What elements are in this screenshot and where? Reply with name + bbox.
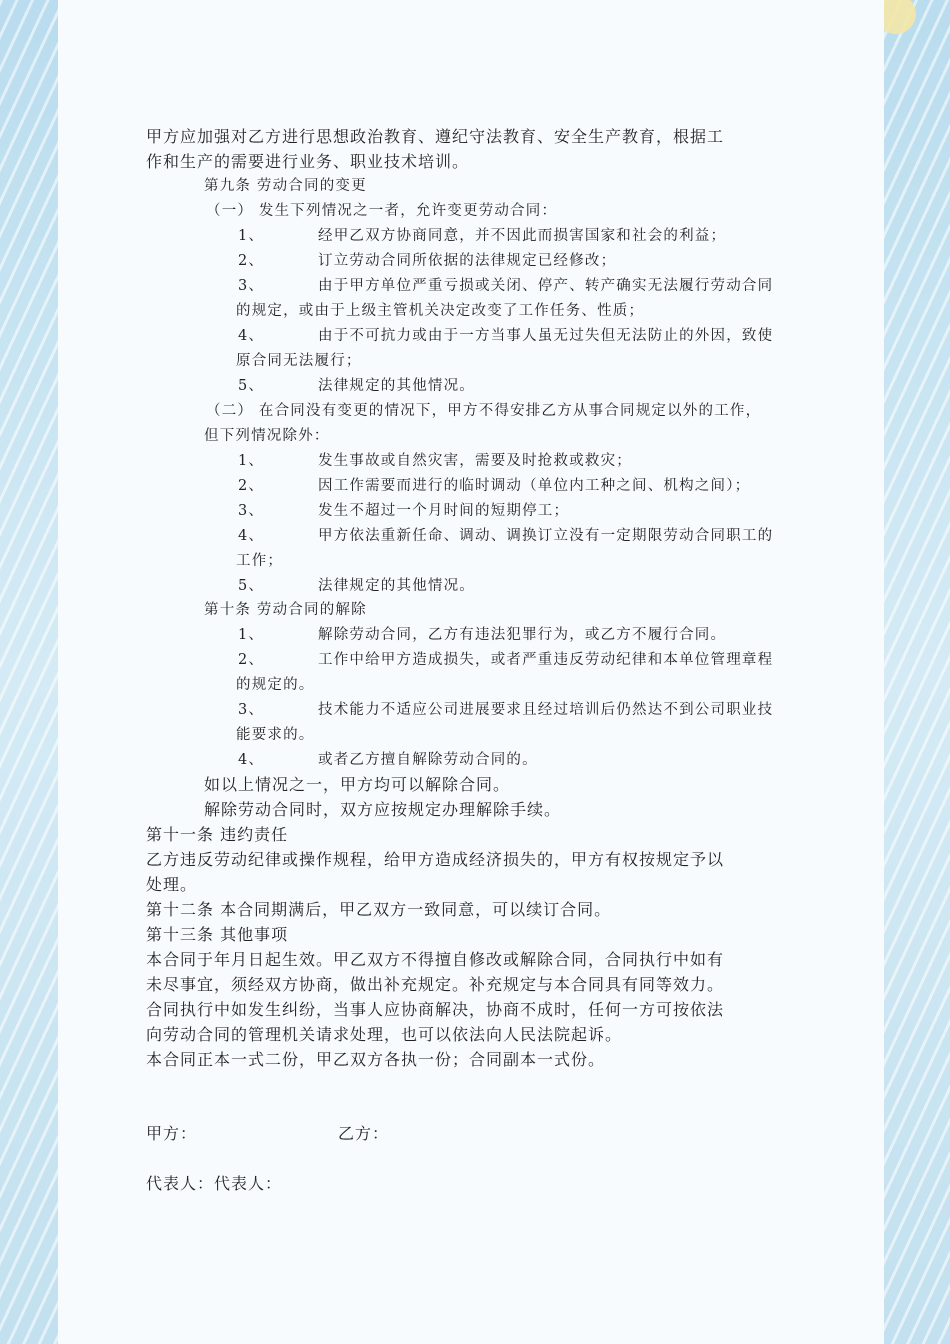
article-10-title: 第十条 劳动合同的解除 <box>204 602 367 618</box>
list-item-number: 1、 <box>238 228 265 244</box>
article-9-clause-1: （一） 发生下列情况之一者，允许变更劳动合同： <box>206 203 558 219</box>
article-10-note: 如以上情况之一，甲方均可以解除合同。 <box>204 775 511 794</box>
intro-line: 甲方应加强对乙方进行思想政治教育、遵纪守法教育、安全生产教育，根据工 <box>146 127 725 146</box>
list-item-continuation: 的规定的。 <box>236 677 315 693</box>
document-page <box>58 0 884 1344</box>
list-item-number: 2、 <box>238 253 265 269</box>
intro-line: 作和生产的需要进行业务、职业技术培训。 <box>146 152 470 171</box>
list-item-number: 3、 <box>238 278 265 294</box>
list-item-number: 5、 <box>238 578 265 594</box>
article-11-line: 乙方违反劳动纪律或操作规程，给甲方造成经济损失的，甲方有权按规定予以 <box>146 850 725 869</box>
list-item-number: 4、 <box>238 328 265 344</box>
article-9-clause-2: （二） 在合同没有变更的情况下，甲方不得安排乙方从事合同规定以外的工作， <box>206 403 762 419</box>
article-9-title: 第九条 劳动合同的变更 <box>204 178 367 194</box>
article-10-note: 解除劳动合同时，双方应按规定办理解除手续。 <box>204 800 562 819</box>
article-11-title: 第十一条 违约责任 <box>146 825 289 844</box>
article-12-line: 第十二条 本合同期满后，甲乙双方一致同意，可以续订合同。 <box>146 900 612 919</box>
article-13-line: 未尽事宜，须经双方协商，做出补充规定。补充规定与本合同具有同等效力。 <box>146 975 725 994</box>
list-item-text: 订立劳动合同所依据的法律规定已经修改； <box>318 253 617 269</box>
list-item-number: 4、 <box>238 528 265 544</box>
list-item-text: 发生事故或自然灾害，需要及时抢救或救灾； <box>318 453 632 469</box>
article-13-line: 本合同正本一式二份，甲乙双方各执一份；合同副本一式份。 <box>146 1050 606 1069</box>
background-left-decoration <box>0 0 58 1344</box>
list-item-number: 1、 <box>238 627 265 643</box>
list-item-number: 3、 <box>238 702 265 718</box>
list-item-text: 或者乙方擅自解除劳动合同的。 <box>318 752 538 768</box>
list-item-text: 法律规定的其他情况。 <box>318 378 475 394</box>
list-item-text: 由于不可抗力或由于一方当事人虽无过失但无法防止的外因，致使 <box>318 328 774 344</box>
background-right-decoration <box>884 0 950 1344</box>
list-item-continuation: 的规定，或由于上级主管机关决定改变了工作任务、性质； <box>236 303 645 319</box>
article-13-line: 本合同于年月日起生效。甲乙双方不得擅自修改或解除合同，合同执行中如有 <box>146 950 725 969</box>
article-13-line: 向劳动合同的管理机关请求处理，也可以依法向人民法院起诉。 <box>146 1025 623 1044</box>
list-item-number: 2、 <box>238 478 265 494</box>
list-item-continuation: 工作； <box>236 553 284 569</box>
list-item-text: 经甲乙双方协商同意，并不因此而损害国家和社会的利益； <box>318 228 727 244</box>
party-b-label: 乙方： <box>338 1124 390 1143</box>
list-item-number: 2、 <box>238 652 265 668</box>
list-item-text: 由于甲方单位严重亏损或关闭、停产、转产确实无法履行劳动合同 <box>318 278 774 294</box>
list-item-number: 4、 <box>238 752 265 768</box>
list-item-text: 发生不超过一个月时间的短期停工； <box>318 503 570 519</box>
list-item-text: 法律规定的其他情况。 <box>318 578 475 594</box>
list-item-continuation: 原合同无法履行； <box>236 353 362 369</box>
article-13-line: 合同执行中如发生纠纷，当事人应协商解决，协商不成时，任何一方可按依法 <box>146 1000 725 1019</box>
list-item-text: 甲方依法重新任命、调动、调换订立没有一定期限劳动合同职工的 <box>318 528 774 544</box>
article-11-line: 处理。 <box>146 875 198 894</box>
representatives-label: 代表人：代表人： <box>146 1174 283 1193</box>
list-item-number: 3、 <box>238 503 265 519</box>
party-a-label: 甲方： <box>146 1124 198 1143</box>
list-item-number: 5、 <box>238 378 265 394</box>
list-item-text: 工作中给甲方造成损失，或者严重违反劳动纪律和本单位管理章程 <box>318 652 774 668</box>
list-item-text: 技术能力不适应公司进展要求且经过培训后仍然达不到公司职业技 <box>318 702 774 718</box>
document-content <box>58 0 884 1344</box>
list-item-number: 1、 <box>238 453 265 469</box>
list-item-text: 解除劳动合同，乙方有违法犯罪行为，或乙方不履行合同。 <box>318 627 727 643</box>
list-item-text: 因工作需要而进行的临时调动（单位内工种之间、机构之间）； <box>318 478 751 494</box>
article-13-title: 第十三条 其他事项 <box>146 925 289 944</box>
list-item-continuation: 能要求的。 <box>236 727 315 743</box>
article-9-clause-2-cont: 但下列情况除外： <box>204 428 330 444</box>
